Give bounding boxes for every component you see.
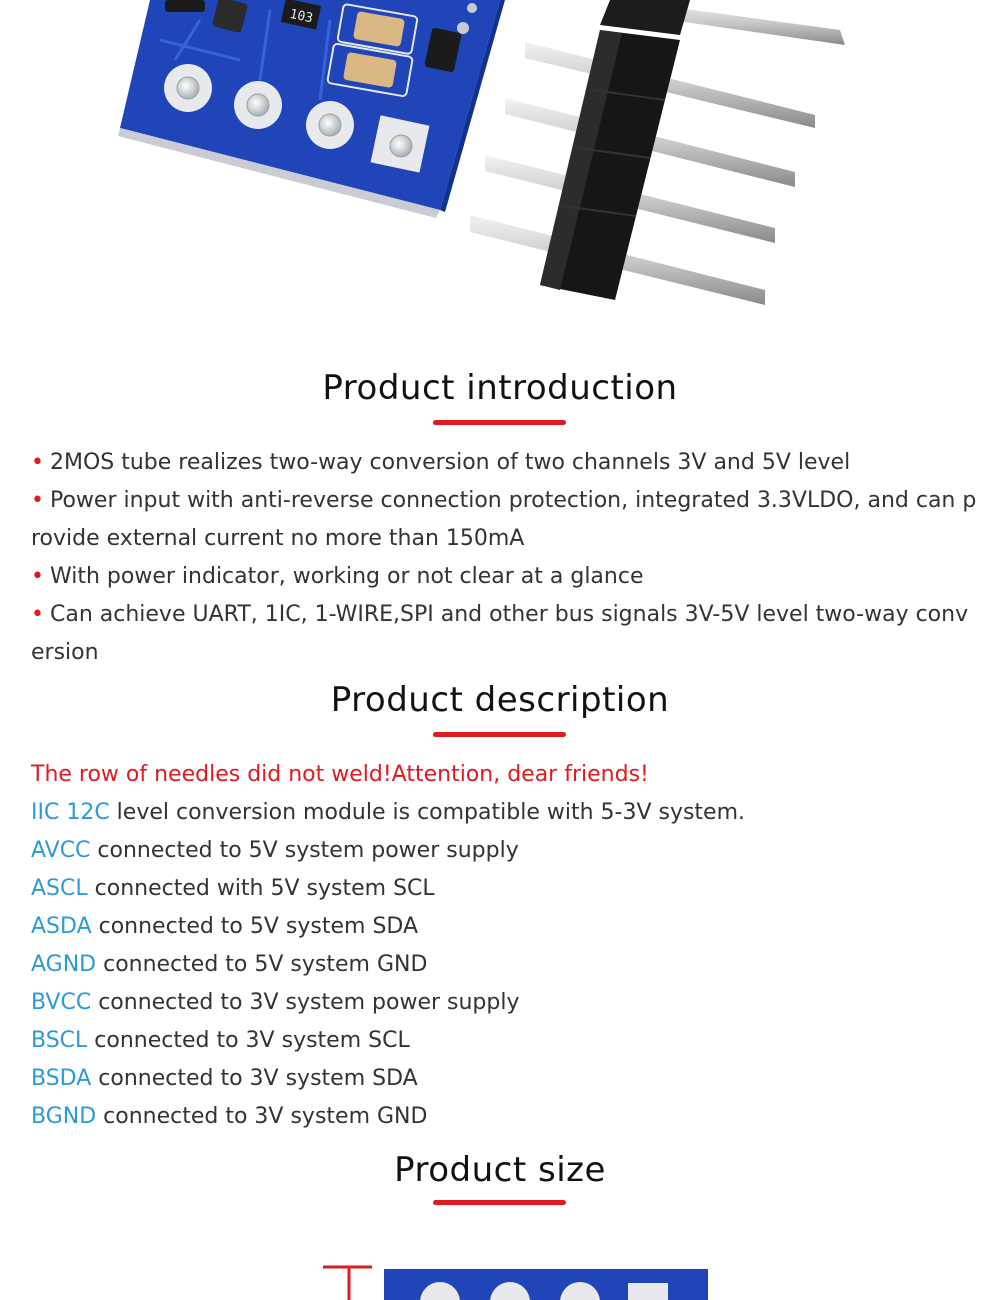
section-title-size: Product size — [394, 1150, 606, 1190]
pin-description: AVCC connected to 5V system power supply — [31, 838, 519, 863]
title-underline — [433, 1200, 566, 1205]
resistor-marking: 103 — [288, 6, 315, 27]
warning-notice: The row of needles did not weld!Attention, dear friends! — [31, 762, 649, 787]
bullet-icon: • — [31, 602, 44, 627]
pin-description: ASDA connected to 5V system SDA — [31, 914, 419, 939]
bullet-icon: • — [31, 488, 44, 513]
pin-name: BSDA — [31, 1066, 92, 1091]
list-item: • Power input with anti-reverse connection protection, integrated 3.3VLDO, and can provide external current no more than 150mA — [31, 488, 977, 551]
bullet-icon: • — [31, 564, 44, 589]
description-list — [31, 756, 981, 1136]
pin-description: BSCL connected to 3V system SCL — [31, 1028, 410, 1053]
pin-description: BSDA connected to 3V system SDA — [31, 1066, 418, 1091]
pin-description: IIC 12C level conversion module is compatible with 5-3V system. — [31, 800, 746, 825]
pin-name: BVCC — [31, 990, 92, 1015]
introduction-list — [31, 444, 981, 672]
pin-description: ASCL connected with 5V system SCL — [31, 876, 435, 901]
pin-description: BVCC connected to 3V system power supply — [31, 990, 520, 1015]
pcb-board — [118, 0, 505, 218]
title-underline — [433, 420, 566, 425]
pin-name: AGND — [31, 952, 97, 977]
size-diagram-photo — [0, 1250, 1000, 1300]
list-item: • Can achieve UART, 1IC, 1-WIRE,SPI and other bus signals 3V-5V level two-way conversion — [31, 602, 969, 665]
pin-name: IIC 12C — [31, 800, 110, 825]
pin-name: ASCL — [31, 876, 88, 901]
pin-description: BGND connected to 3V system GND — [31, 1104, 428, 1129]
pin-name: BGND — [31, 1104, 97, 1129]
pin-name: ASDA — [31, 914, 92, 939]
pin-name: AVCC — [31, 838, 91, 863]
pin-header — [470, 0, 845, 305]
bullet-icon: • — [31, 450, 44, 475]
section-title-introduction: Product introduction — [322, 368, 678, 408]
list-item: • 2MOS tube realizes two-way conversion of two channels 3V and 5V level — [31, 450, 851, 475]
pin-description: AGND connected to 5V system GND — [31, 952, 428, 977]
module-photo — [0, 0, 1000, 330]
title-underline — [433, 732, 566, 737]
pin-name: BSCL — [31, 1028, 88, 1053]
list-item: • With power indicator, working or not clear at a glance — [31, 564, 644, 589]
section-title-description: Product description — [330, 680, 670, 720]
